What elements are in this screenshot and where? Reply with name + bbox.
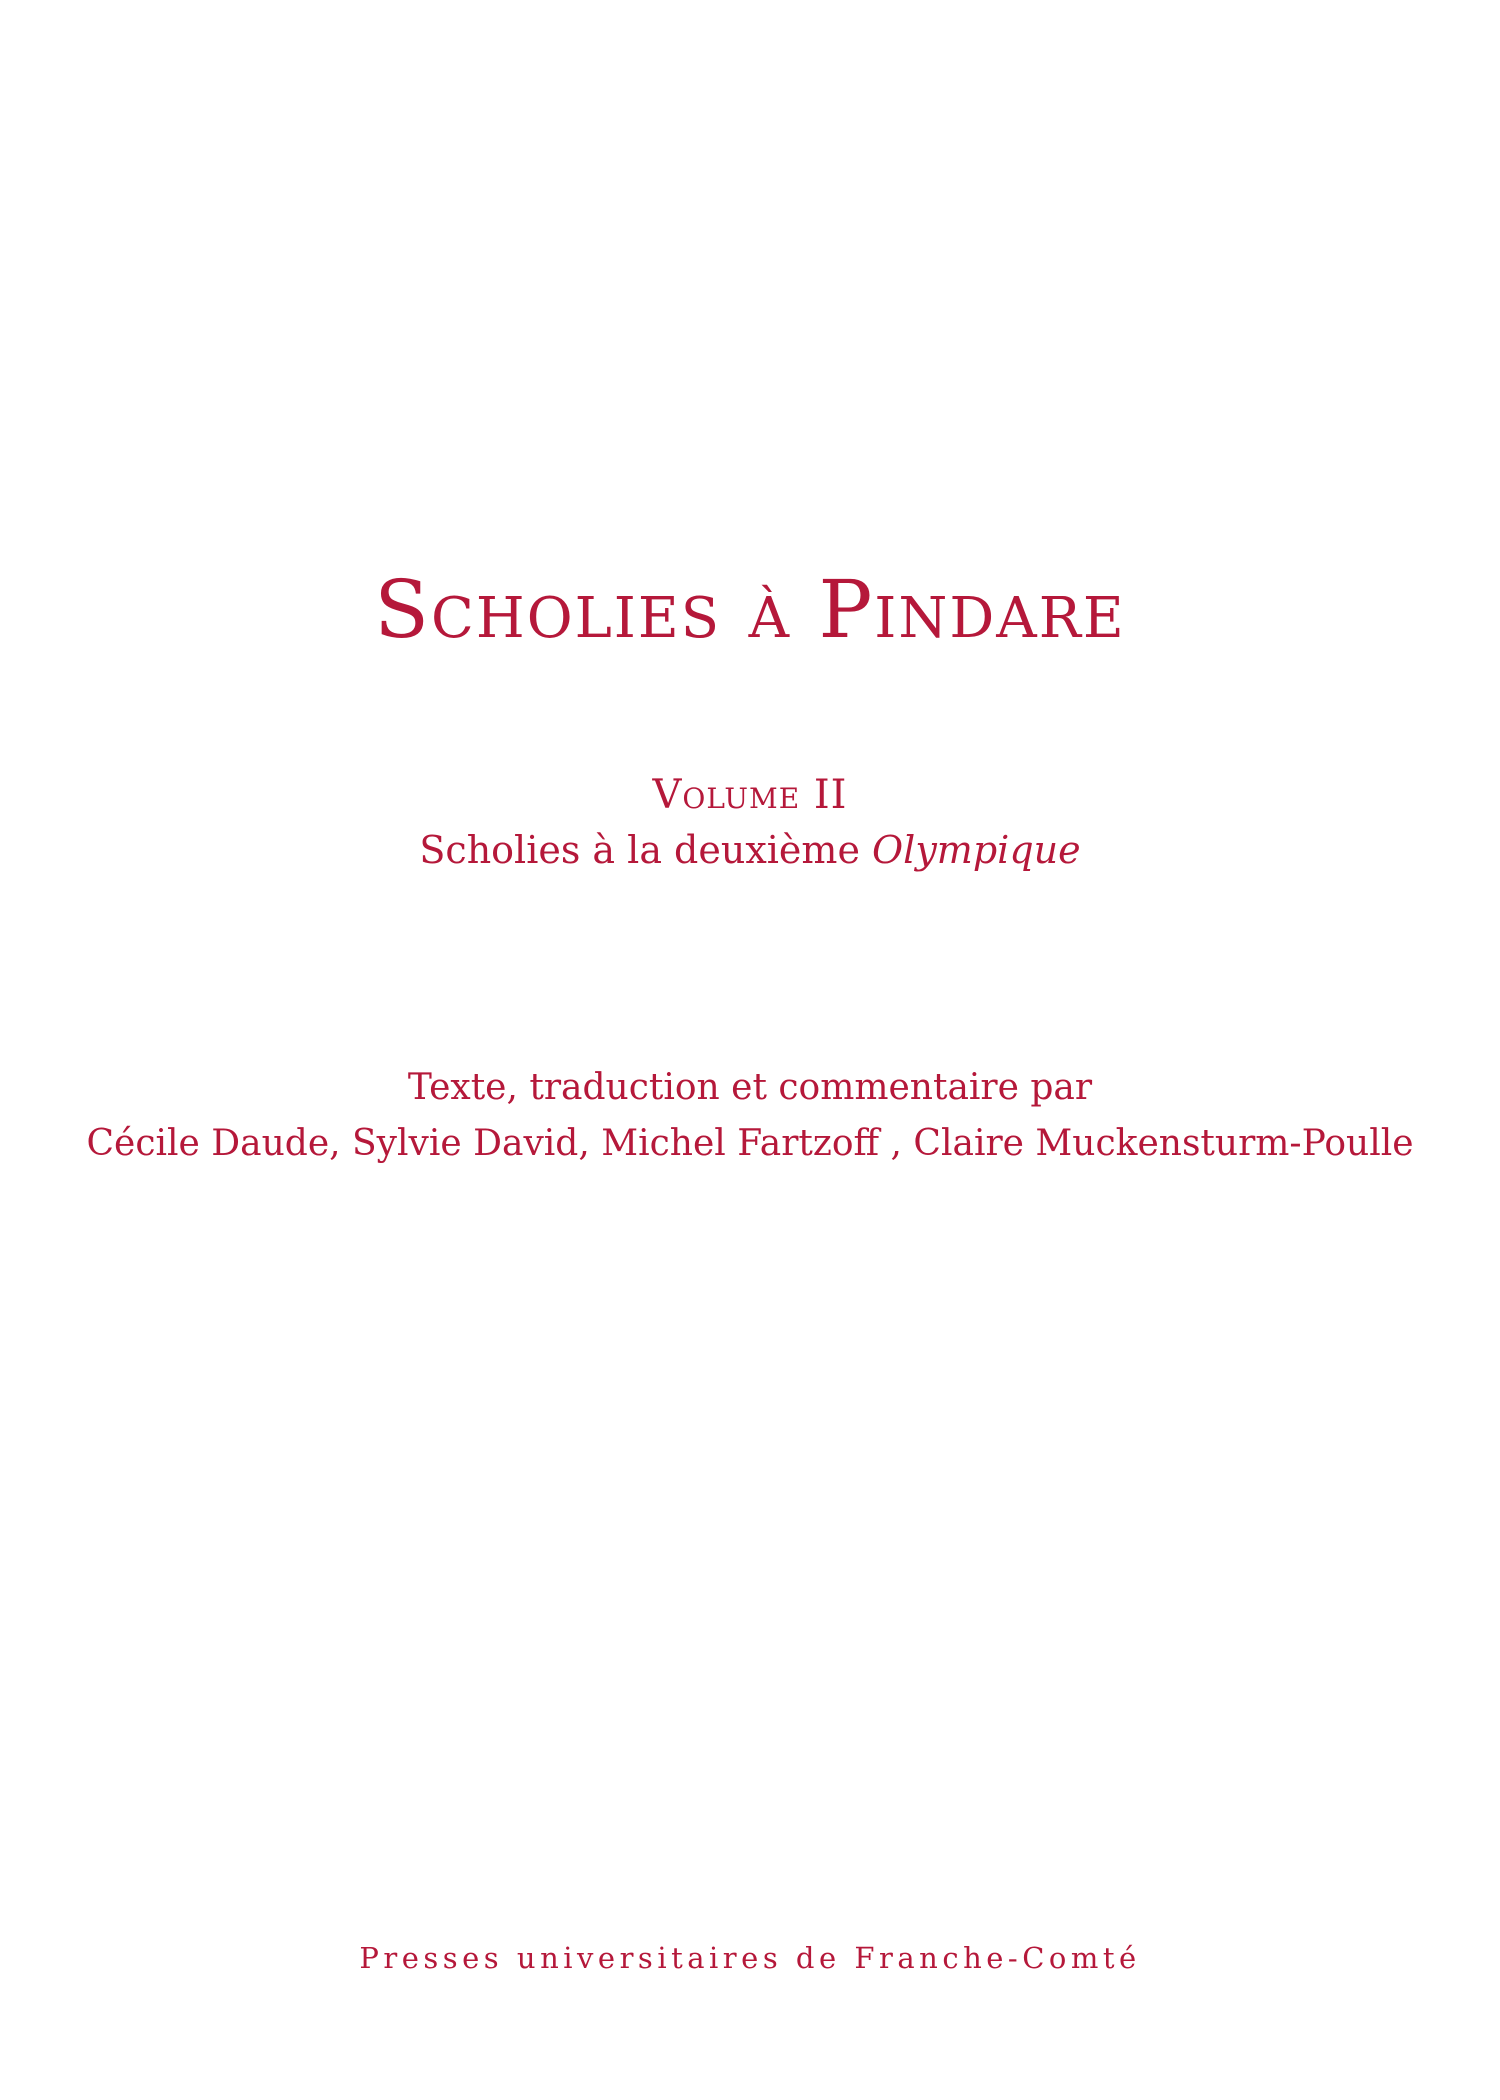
volume-number: Volume II	[652, 772, 848, 818]
publisher-name: Presses universitaires de Franche-Comté	[359, 1941, 1141, 1975]
volume-subtitle	[0, 825, 1500, 875]
volume-subtitle-italic: Olympique	[872, 828, 1081, 872]
book-title: Scholies à Pindare	[374, 563, 1126, 656]
authors-list: Cécile Daude, Sylvie David, Michel Fartzoff , Claire Muckensturm-Poulle	[86, 1123, 1414, 1164]
credits-label: Texte, traduction et commentaire par	[407, 1067, 1093, 1108]
volume-subtitle-text: Scholies à la deuxième	[419, 828, 860, 872]
